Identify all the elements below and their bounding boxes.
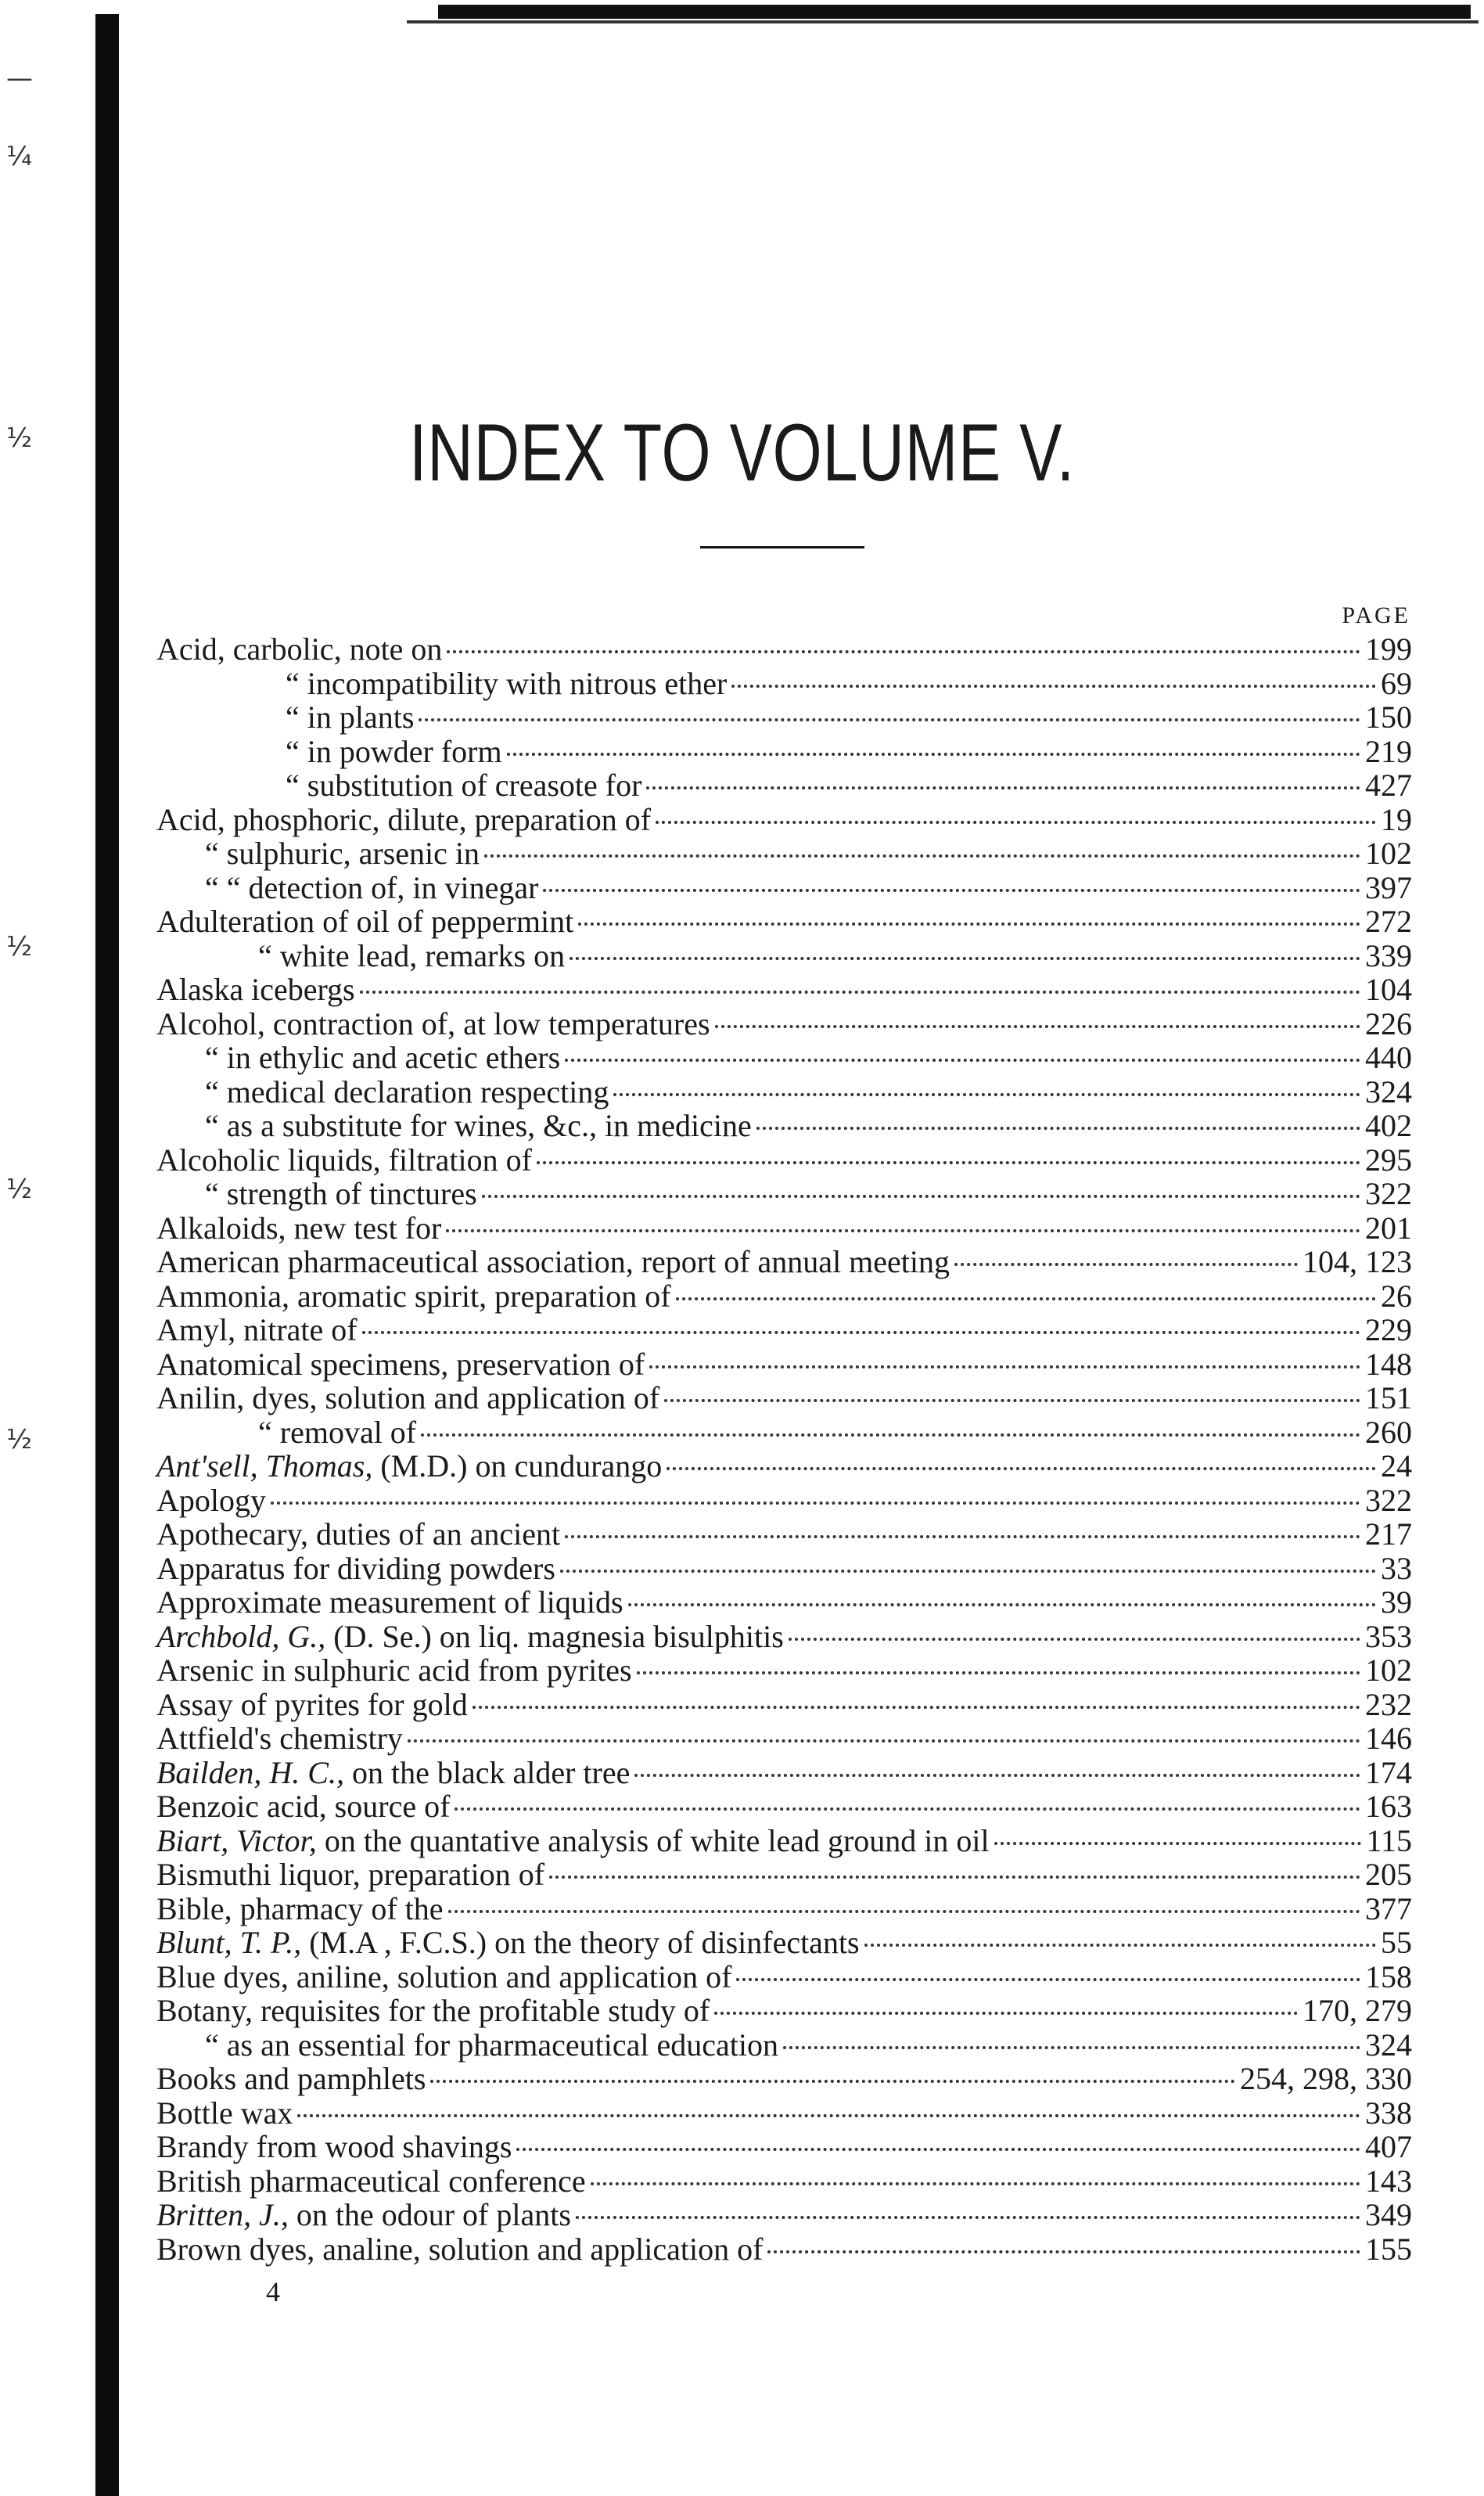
dot-leader: [271, 1498, 1360, 1505]
entry-text: [205, 1109, 752, 1143]
entry-subject: “ in plants: [286, 700, 415, 735]
index-entry: [156, 1313, 1412, 1347]
entry-text: [156, 1892, 444, 1926]
index-entry: [156, 973, 1412, 1007]
entry-pages: 26: [1381, 1278, 1412, 1314]
entry-subject: Alcoholic liquids, filtration of: [156, 1142, 532, 1178]
index-entry: [156, 1177, 1412, 1211]
entry-pages: 402: [1365, 1108, 1412, 1143]
dot-leader: [543, 886, 1360, 892]
entry-subject: Bible, pharmacy of the: [156, 1890, 444, 1926]
entry-text: [156, 2130, 512, 2164]
entry-author: Britten, J.,: [156, 2197, 289, 2232]
entry-pages: 155: [1365, 2231, 1412, 2267]
entry-pages: 339: [1365, 937, 1412, 973]
index-entry: [156, 2062, 1412, 2096]
entry-subject: Apothecary, duties of an ancient: [156, 1516, 561, 1552]
entry-pages: 55: [1381, 1925, 1412, 1960]
entry-subject: Adulteration of oil of peppermint: [156, 904, 574, 939]
entry-subject: on the black alder tree: [343, 1754, 631, 1790]
index-entry: [156, 700, 1412, 735]
entry-subject: Anilin, dyes, solution and application of: [156, 1380, 660, 1415]
entry-pages: 148: [1365, 1346, 1412, 1382]
dot-leader: [565, 1056, 1360, 1062]
entry-pages: 322: [1365, 1176, 1412, 1211]
index-entry: [156, 2130, 1412, 2164]
index-entry: [156, 1552, 1412, 1586]
dot-leader: [613, 1090, 1360, 1096]
entry-subject: Alaska icebergs: [156, 972, 355, 1007]
entry-pages: 205: [1365, 1857, 1412, 1892]
dot-leader: [560, 1566, 1376, 1573]
entry-pages: 353: [1365, 1618, 1412, 1654]
entry-text: [156, 1517, 560, 1552]
entry-text: [156, 632, 442, 667]
entry-subject: (D. Se.) on liq. magnesia bisulphitis: [325, 1618, 784, 1654]
dot-leader: [362, 1328, 1360, 1334]
dot-leader: [578, 919, 1360, 926]
index-entry: [156, 1381, 1412, 1415]
entry-subject: Botany, requisites for the profitable study of: [156, 1993, 710, 2028]
dot-leader: [537, 1158, 1360, 1164]
index-entry: [156, 1926, 1412, 1960]
index-entry: [156, 1824, 1412, 1858]
title-divider: [700, 546, 864, 548]
entry-subject: Alcohol, contraction of, at low temperatures: [156, 1005, 710, 1041]
dot-leader: [637, 1668, 1360, 1674]
dot-leader: [408, 1736, 1360, 1743]
entry-text: [156, 2164, 586, 2199]
entry-author: Blunt, T. P.,: [156, 1925, 302, 1960]
dot-leader: [954, 1260, 1298, 1266]
index-entry: [156, 2096, 1412, 2131]
entry-pages: 19: [1381, 801, 1412, 837]
entry-text: [156, 1585, 623, 1620]
dot-leader: [714, 2009, 1298, 2015]
entry-subject: Bottle wax: [156, 2095, 293, 2131]
dot-leader: [576, 2213, 1360, 2219]
index-entry: [156, 1789, 1412, 1824]
entry-pages: 322: [1365, 1482, 1412, 1518]
entry-text: [205, 1177, 477, 1211]
dot-leader: [549, 1872, 1360, 1879]
dot-leader: [430, 2077, 1235, 2083]
margin-mark: ½: [6, 1424, 32, 1455]
index-entry: [156, 1517, 1412, 1552]
entry-subject: “ medical declaration respecting: [205, 1074, 609, 1110]
entry-pages: 102: [1365, 1653, 1412, 1688]
entry-text: [156, 1960, 731, 1994]
entry-subject: “ as an essential for pharmaceutical education: [205, 2027, 778, 2063]
entry-pages: 229: [1365, 1312, 1412, 1347]
entry-pages: 170, 279: [1303, 1993, 1412, 2028]
entry-pages: 69: [1381, 665, 1412, 701]
entry-pages: 104, 123: [1303, 1244, 1412, 1279]
entry-subject: “ in ethylic and acetic ethers: [205, 1040, 561, 1075]
entry-subject: Books and pamphlets: [156, 2061, 426, 2096]
entry-subject: Apology: [156, 1482, 266, 1518]
entry-pages: 102: [1365, 836, 1412, 871]
index-entry: [156, 1211, 1412, 1246]
index-entry: [156, 1245, 1412, 1279]
entry-subject: Attfield's chemistry: [156, 1721, 403, 1756]
entry-author: Biart, Victor,: [156, 1822, 317, 1858]
index-entry: [156, 1415, 1412, 1450]
entry-subject: “ incompatibility with nitrous ether: [286, 665, 728, 701]
dot-leader: [419, 715, 1360, 721]
index-entry: [156, 1756, 1412, 1790]
dot-leader: [516, 2145, 1360, 2151]
entry-text: [156, 1143, 532, 1178]
entry-subject: Arsenic in sulphuric acid from pyrites: [156, 1653, 632, 1688]
index-entry: [156, 1007, 1412, 1041]
dot-leader: [446, 1226, 1360, 1232]
index-entry: [156, 1960, 1412, 1994]
entry-pages: 427: [1365, 768, 1412, 803]
margin-mark: ½: [6, 423, 32, 454]
entry-pages: 260: [1365, 1414, 1412, 1450]
entry-pages: 254, 298, 330: [1240, 2061, 1412, 2096]
dot-leader: [767, 2247, 1360, 2253]
dot-leader: [473, 1703, 1360, 1709]
entry-subject: “ sulphuric, arsenic in: [205, 836, 480, 871]
entry-subject: “ in powder form: [286, 733, 502, 769]
entry-text: [258, 1415, 416, 1450]
dot-leader: [994, 1839, 1362, 1845]
page-column-heading: PAGE: [1342, 602, 1410, 628]
dot-leader: [591, 2179, 1360, 2185]
entry-subject: Blue dyes, aniline, solution and application of: [156, 1958, 732, 1994]
entry-text: [156, 1653, 632, 1688]
dot-leader: [634, 1771, 1360, 1777]
entry-pages: 219: [1365, 733, 1412, 769]
entry-subject: Ammonia, aromatic spirit, preparation of: [156, 1278, 671, 1314]
index-entry: [156, 1994, 1412, 2028]
entry-text: [156, 1756, 630, 1790]
index-entry: [156, 735, 1412, 769]
entry-subject: Brandy from wood shavings: [156, 2129, 512, 2164]
entry-text: [258, 939, 565, 973]
entry-subject: Acid, carbolic, note on: [156, 631, 443, 667]
index-entry: [156, 1653, 1412, 1688]
index-entry: [156, 905, 1412, 939]
entry-subject: Amyl, nitrate of: [156, 1312, 358, 1347]
index-entry: [156, 2198, 1412, 2232]
index-entry: [156, 1347, 1412, 1382]
entry-subject: “ removal of: [258, 1414, 417, 1450]
entry-text: [156, 1994, 710, 2028]
entry-pages: 272: [1365, 904, 1412, 939]
entry-author: Ant'sell, Thomas,: [156, 1448, 373, 1484]
entry-text: [205, 871, 538, 905]
entry-pages: 104: [1365, 972, 1412, 1007]
dot-leader: [447, 647, 1360, 653]
index-entry: [156, 1688, 1412, 1722]
entry-pages: 295: [1365, 1142, 1412, 1178]
entry-subject: Apparatus for dividing powders: [156, 1550, 555, 1586]
entry-text: [156, 905, 573, 939]
entry-pages: 397: [1365, 869, 1412, 905]
entry-subject: Alkaloids, new test for: [156, 1210, 442, 1246]
entry-text: [156, 1552, 555, 1586]
entry-pages: 33: [1381, 1550, 1412, 1586]
dot-leader: [297, 2111, 1360, 2117]
dot-leader: [731, 682, 1376, 688]
entry-pages: 146: [1365, 1721, 1412, 1756]
index-entry: [156, 836, 1412, 871]
entry-pages: 349: [1365, 2197, 1412, 2232]
dot-leader: [656, 818, 1376, 824]
index-entry: [156, 1892, 1412, 1926]
dot-leader: [628, 1600, 1376, 1606]
entry-text: [286, 700, 414, 735]
index-entry: [156, 803, 1412, 837]
entry-text: [156, 803, 651, 837]
entry-subject: Brown dyes, analine, solution and application of: [156, 2231, 764, 2267]
entry-text: [156, 973, 355, 1007]
index-entry: [156, 1484, 1412, 1518]
dot-leader: [482, 1192, 1360, 1198]
entry-pages: 407: [1365, 2129, 1412, 2164]
entry-text: [156, 1313, 358, 1347]
dot-leader: [736, 1975, 1360, 1981]
entry-subject: “ as a substitute for wines, &c., in medicine: [205, 1108, 752, 1143]
entry-text: [156, 1211, 441, 1246]
entry-subject: Acid, phosphoric, dilute, preparation of: [156, 801, 652, 837]
entry-text: [156, 1824, 990, 1858]
dot-leader: [421, 1430, 1360, 1437]
dot-leader: [570, 954, 1360, 960]
entry-pages: 377: [1365, 1890, 1412, 1926]
dot-leader: [455, 1804, 1360, 1811]
entry-text: [156, 1347, 645, 1382]
index-entry: [156, 1109, 1412, 1143]
margin-mark: ¼: [6, 141, 32, 172]
entry-pages: 217: [1365, 1516, 1412, 1552]
index-entry: [156, 1075, 1412, 1110]
dot-leader: [676, 1294, 1376, 1300]
entry-pages: 39: [1381, 1584, 1412, 1620]
dot-leader: [667, 1464, 1376, 1470]
entry-subject: “ strength of tinctures: [205, 1176, 477, 1211]
index-entry: [156, 2232, 1412, 2267]
entry-text: [156, 1007, 710, 1041]
entry-pages: 143: [1365, 2163, 1412, 2199]
entry-subject: Approximate measurement of liquids: [156, 1584, 623, 1620]
entry-text: [286, 768, 641, 803]
index-entry: [156, 2164, 1412, 2199]
entry-text: [156, 1688, 468, 1722]
entry-text: [205, 1075, 609, 1110]
entry-subject: Bismuthi liquor, preparation of: [156, 1857, 545, 1892]
index-entry: [156, 667, 1412, 701]
entry-subject: Assay of pyrites for gold: [156, 1686, 468, 1722]
dot-leader: [664, 1396, 1360, 1402]
index-entry: [156, 1721, 1412, 1756]
entry-subject: (M.A , F.C.S.) on the theory of disinfectants: [301, 1925, 860, 1960]
index-entry: [156, 1858, 1412, 1892]
entry-text: [205, 2028, 778, 2063]
index-entry: [156, 1449, 1412, 1484]
entry-subject: on the odour of plants: [288, 2197, 571, 2232]
index-entry: [156, 1620, 1412, 1654]
entry-text: [156, 1858, 544, 1892]
entry-text: [156, 2096, 293, 2131]
entry-text: [156, 2062, 426, 2096]
entry-pages: 440: [1365, 1040, 1412, 1075]
entry-text: [156, 1245, 950, 1279]
entry-subject: (M.D.) on cundurango: [372, 1448, 663, 1484]
binding-gutter: [95, 14, 119, 2496]
entry-pages: 199: [1365, 631, 1412, 667]
entry-text: [156, 1926, 860, 1960]
entry-pages: 163: [1365, 1789, 1412, 1824]
top-border-rule-thin: [407, 20, 1479, 23]
entry-subject: Anatomical specimens, preservation of: [156, 1346, 645, 1382]
dot-leader: [649, 1362, 1360, 1368]
dot-leader: [783, 2043, 1360, 2049]
entry-pages: 115: [1366, 1822, 1412, 1858]
entry-text: [156, 1279, 671, 1314]
entry-pages: 201: [1365, 1210, 1412, 1246]
dot-leader: [565, 1532, 1360, 1538]
entry-subject: on the quantative analysis of white lead ground in oil: [316, 1822, 990, 1858]
margin-mark: —: [6, 63, 33, 94]
dot-leader: [360, 987, 1360, 994]
entry-pages: 174: [1365, 1754, 1412, 1790]
entry-subject: “ “ detection of, in vinegar: [205, 869, 539, 905]
entry-pages: 324: [1365, 2027, 1412, 2063]
entry-text: [156, 2198, 571, 2232]
entry-pages: 158: [1365, 1958, 1412, 1994]
entry-subject: Benzoic acid, source of: [156, 1789, 451, 1824]
index-entry: [156, 768, 1412, 803]
index-entry: [156, 871, 1412, 905]
entry-text: [205, 1041, 560, 1075]
entry-text: [156, 1620, 784, 1654]
index-entry: [156, 1143, 1412, 1178]
entry-pages: 24: [1381, 1448, 1412, 1484]
entry-author: Bailden, H. C.,: [156, 1754, 344, 1790]
entry-subject: “ substitution of creasote for: [286, 768, 642, 803]
entry-text: [205, 836, 480, 871]
entry-subject: American pharmaceutical association, report of annual meeting: [156, 1244, 950, 1279]
entry-text: [156, 1721, 403, 1756]
margin-mark: ½: [6, 931, 32, 962]
entry-author: Archbold, G.,: [156, 1618, 326, 1654]
dot-leader: [789, 1635, 1360, 1641]
index-entry: [156, 2028, 1412, 2063]
top-border-rule: [438, 5, 1471, 19]
index-entry: [156, 939, 1412, 973]
entry-subject: “ white lead, remarks on: [258, 937, 566, 973]
dot-leader: [756, 1124, 1360, 1130]
entry-text: [156, 1449, 662, 1484]
entry-pages: 150: [1365, 700, 1412, 735]
entry-subject: British pharmaceutical conference: [156, 2163, 586, 2199]
entry-text: [156, 1789, 450, 1824]
dot-leader: [715, 1022, 1360, 1028]
entry-text: [286, 735, 502, 769]
dot-leader: [646, 783, 1360, 789]
entry-pages: 151: [1365, 1380, 1412, 1415]
entry-text: [156, 1484, 266, 1518]
dot-leader: [864, 1940, 1376, 1947]
dot-leader: [448, 1907, 1360, 1913]
entry-text: [286, 667, 727, 701]
entry-text: [156, 2232, 763, 2267]
entry-pages: 232: [1365, 1686, 1412, 1722]
signature-number: 4: [266, 2276, 280, 2307]
index-entry: [156, 1041, 1412, 1075]
page-title: INDEX TO VOLUME V.: [408, 408, 1076, 498]
index-entries: [156, 632, 1412, 2266]
entry-text: [156, 1381, 659, 1415]
entry-pages: 338: [1365, 2095, 1412, 2131]
index-entry: [156, 1279, 1412, 1314]
index-entry: [156, 632, 1412, 667]
dot-leader: [484, 851, 1360, 858]
dot-leader: [507, 750, 1360, 756]
entry-pages: 324: [1365, 1074, 1412, 1110]
entry-pages: 226: [1365, 1005, 1412, 1041]
margin-mark: ½: [6, 1174, 32, 1205]
index-entry: [156, 1585, 1412, 1620]
